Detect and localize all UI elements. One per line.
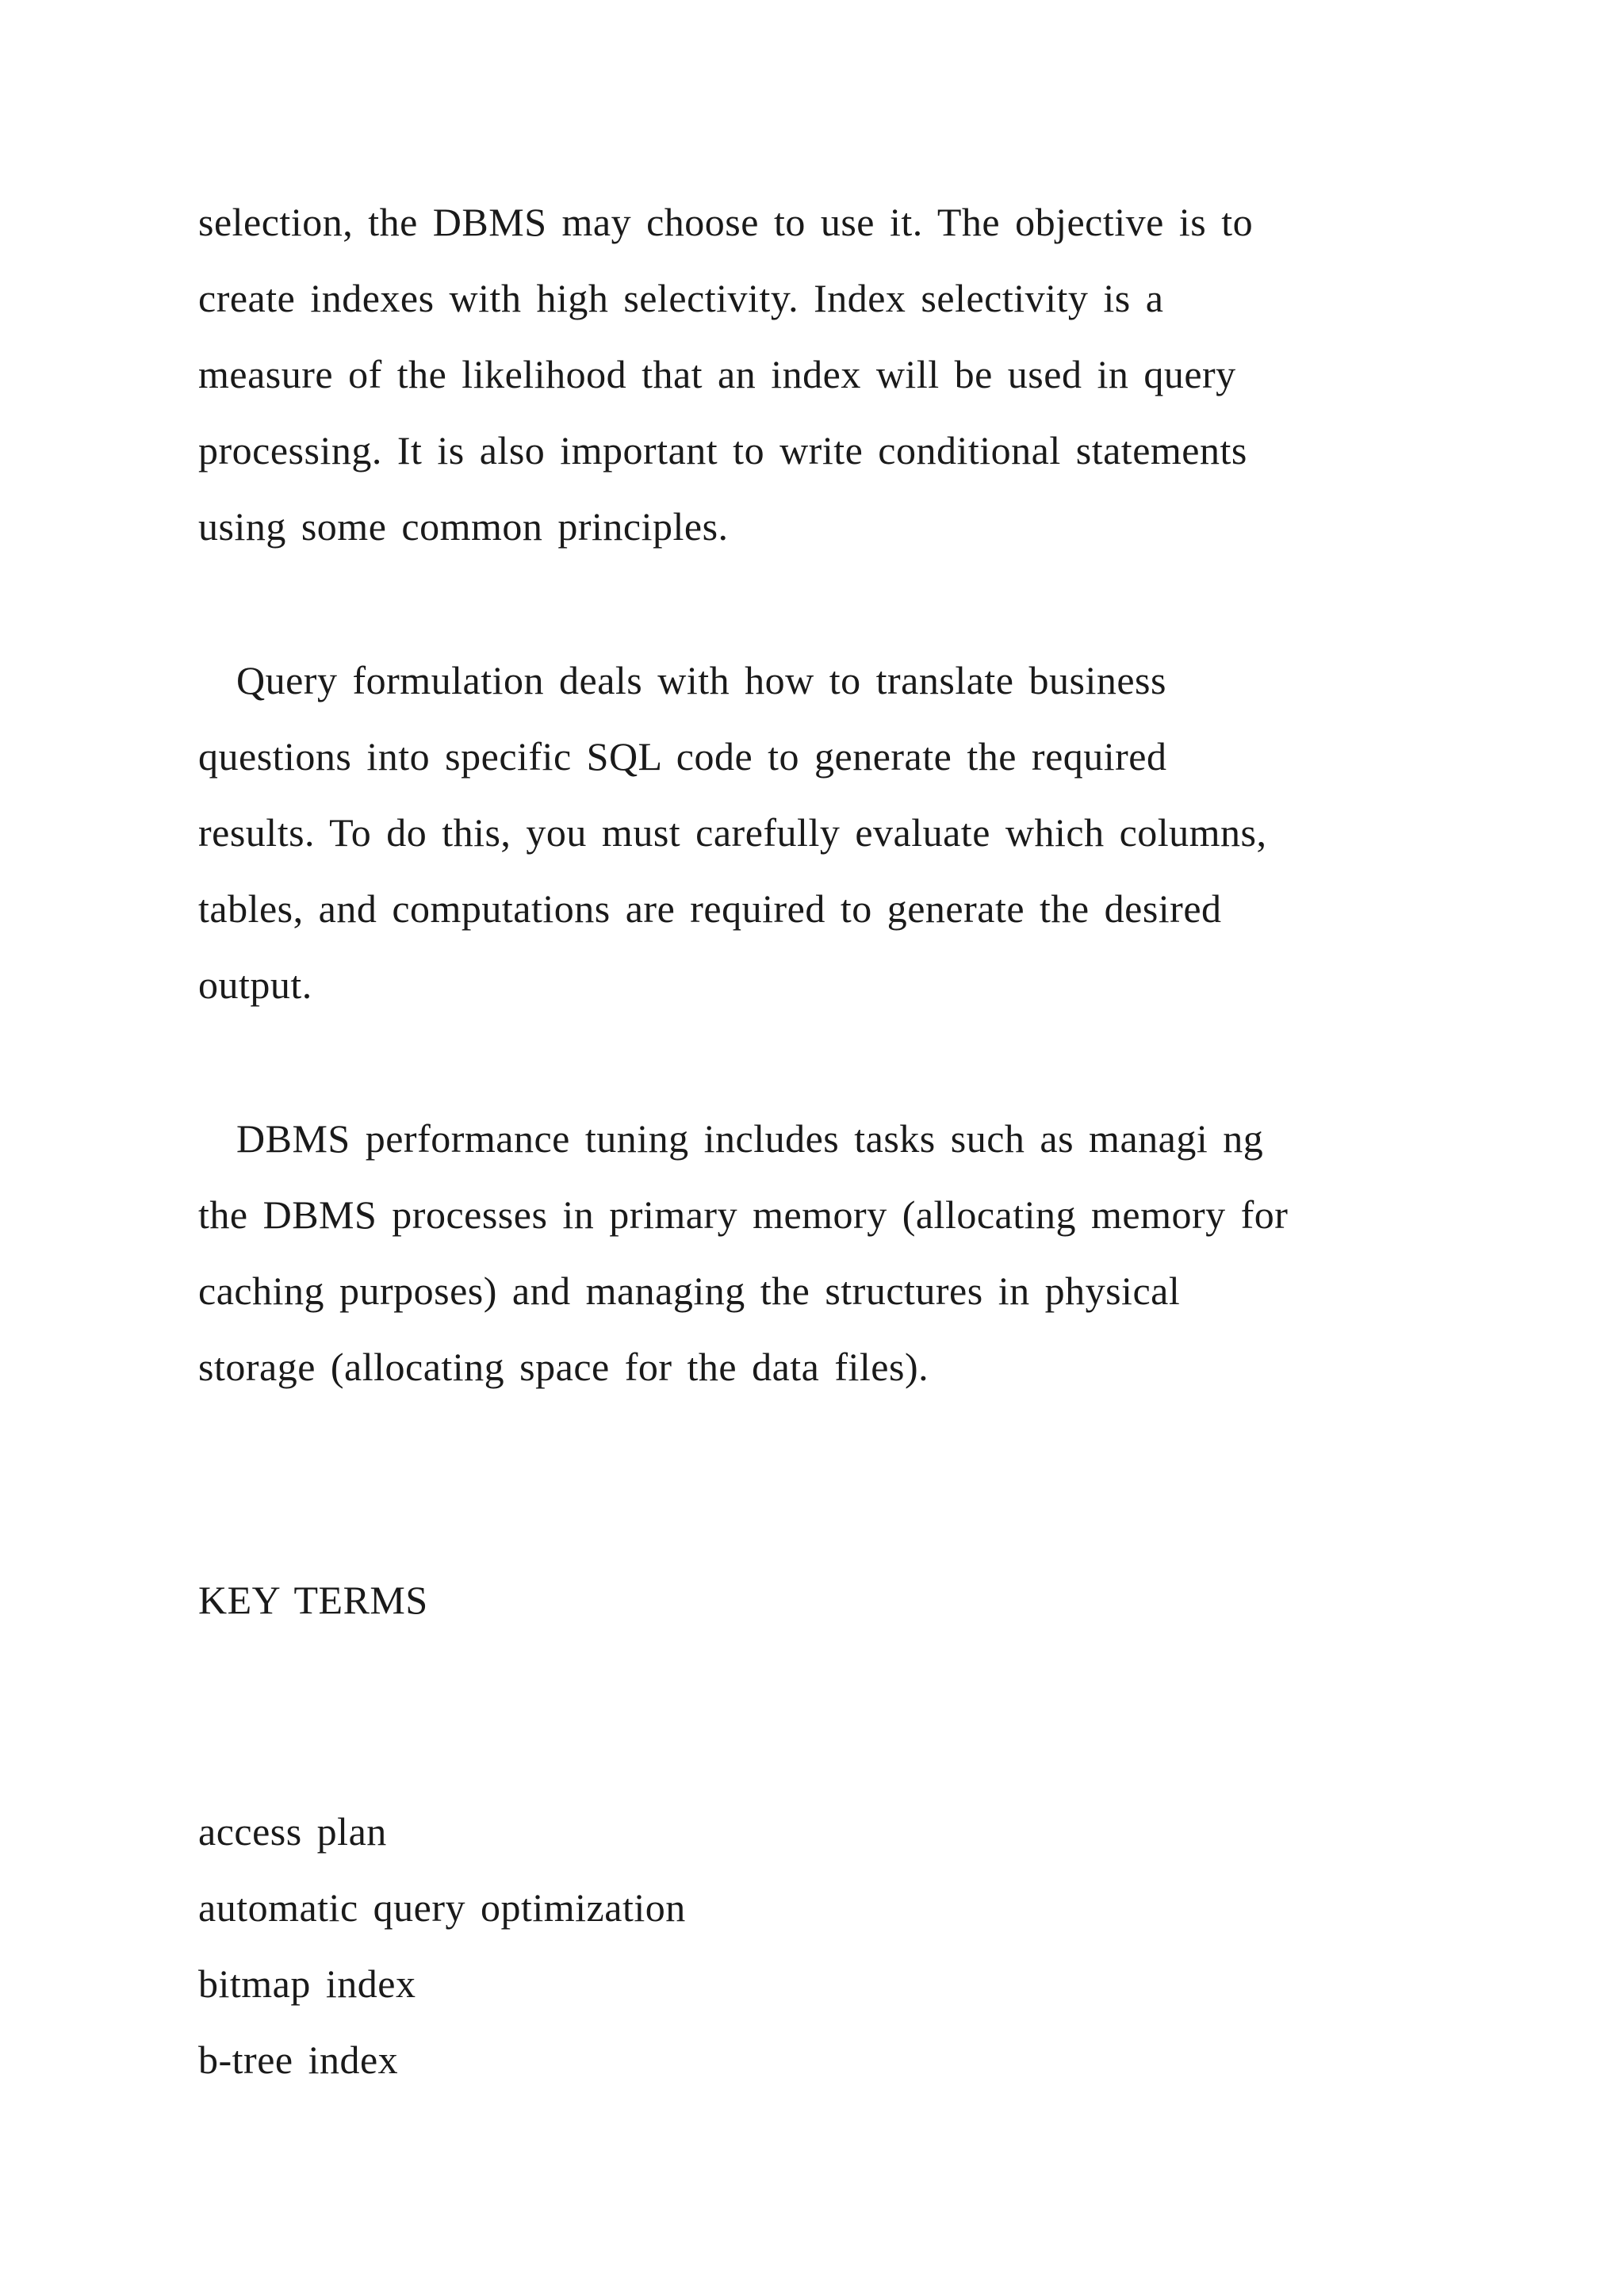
paragraph-2-line-5: output. bbox=[198, 962, 312, 1007]
key-term-item: bitmap index bbox=[198, 1961, 416, 2006]
key-term-item: b-tree index bbox=[198, 2038, 399, 2082]
paragraph-3-line-1: DBMS performance tuning includes tasks such as managi ng bbox=[236, 1116, 1264, 1161]
paragraph-1-line-3: measure of the likelihood that an index will be used in query bbox=[198, 352, 1236, 396]
paragraph-2-line-1: Query formulation deals with how to translate business bbox=[236, 658, 1166, 702]
key-terms-heading: KEY TERMS bbox=[198, 1578, 428, 1622]
key-term-item: automatic query optimization bbox=[198, 1885, 686, 1930]
paragraph-3-line-4: storage (allocating space for the data files). bbox=[198, 1345, 929, 1389]
key-term-item: access plan bbox=[198, 1809, 387, 1854]
paragraph-3-line-3: caching purposes) and managing the structures in physical bbox=[198, 1269, 1181, 1313]
paragraph-2-line-4: tables, and computations are required to generate the desired bbox=[198, 886, 1222, 931]
paragraph-1-line-4: processing. It is also important to write conditional statements bbox=[198, 428, 1247, 473]
paragraph-3-line-2: the DBMS processes in primary memory (allocating memory for bbox=[198, 1192, 1289, 1237]
paragraph-1-line-1: selection, the DBMS may choose to use it. The objective is to bbox=[198, 200, 1254, 244]
paragraph-2-line-3: results. To do this, you must carefully evaluate which columns, bbox=[198, 810, 1267, 855]
paragraph-2-line-2: questions into specific SQL code to generate the required bbox=[198, 734, 1167, 779]
paragraph-1-line-2: create indexes with high selectivity. Index selectivity is a bbox=[198, 276, 1164, 320]
paragraph-1-line-5: using some common principles. bbox=[198, 504, 729, 549]
